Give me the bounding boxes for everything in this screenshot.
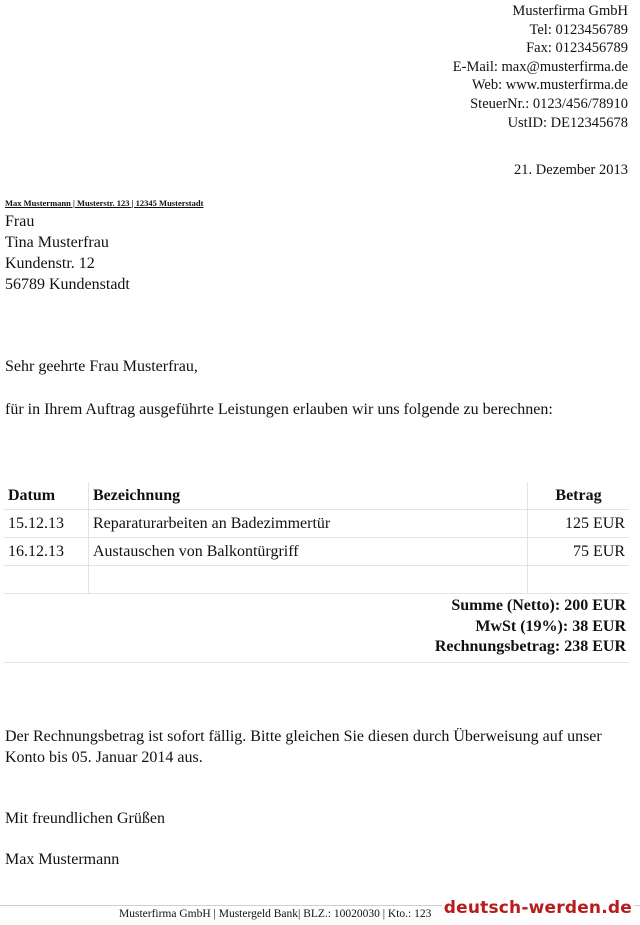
recipient-city: 56789 Kundenstadt [5,276,130,293]
row-date: 16.12.13 [4,538,89,566]
recipient-title: Frau [5,213,35,230]
footer-bank-details: Musterfirma GmbH | Mustergeld Bank| BLZ.: 10020030 | Kto.: 123 [119,908,432,920]
intro-text: für in Ihrem Auftrag ausgeführte Leistungen erlauben wir uns folgende zu berechnen: [5,401,553,418]
sender-company: Musterfirma GmbH [512,3,628,19]
return-address-line: Max Mustermann | Musterstr. 123 | 12345 Musterstadt [5,198,204,208]
greeting: Mit freundlichen Grüßen [5,810,165,827]
recipient-street: Kundenstr. 12 [5,255,95,272]
sender-email: E-Mail: max@musterfirma.de [452,58,628,75]
header-description: Bezeichnung [89,482,528,510]
table-header-row [4,482,629,510]
sender-block [453,2,628,132]
table-row [4,538,629,566]
row-date: 15.12.13 [4,510,89,538]
sender-web: Web: www.musterfirma.de [471,77,628,94]
salutation: Sehr geehrte Frau Musterfrau, [5,358,198,375]
table-row [4,510,629,538]
row-description: Austauschen von Balkontürgriff [89,538,528,566]
recipient-name: Tina Musterfrau [5,234,109,251]
totals-block [4,596,629,663]
total-vat: MwSt (19%): 38 EUR [475,617,626,635]
empty-cell [4,566,89,594]
signature-name: Max Mustermann [5,851,120,868]
sender-tel: Tel: 0123456789 [529,21,628,38]
letter-date: 21. Dezember 2013 [514,162,628,178]
sender-tax-number: SteuerNr.: 0123/456/78910 [470,95,628,112]
row-description: Reparaturarbeiten an Badezimmertür [89,510,528,538]
header-date: Datum [4,482,89,510]
header-amount: Betrag [528,482,630,510]
row-amount: 75 EUR [528,538,630,566]
total-gross: Rechnungsbetrag: 238 EUR [434,638,626,655]
watermark-logo: deutsch-werden.de [443,898,632,918]
empty-cell [89,566,528,594]
table-row-empty [4,566,629,594]
empty-cell [528,566,630,594]
recipient-block [5,211,130,295]
row-amount: 125 EUR [528,510,630,538]
invoice-items-table [4,482,629,594]
sender-vat-id: UstID: DE12345678 [507,114,628,131]
total-net: Summe (Netto): 200 EUR [451,597,626,614]
closing-text: Der Rechnungsbetrag ist sofort fällig. Bitte gleichen Sie diesen durch Überweisung auf unser Konto bis 05. Januar 2014 aus. [5,728,602,766]
sender-fax: Fax: 0123456789 [526,40,628,57]
